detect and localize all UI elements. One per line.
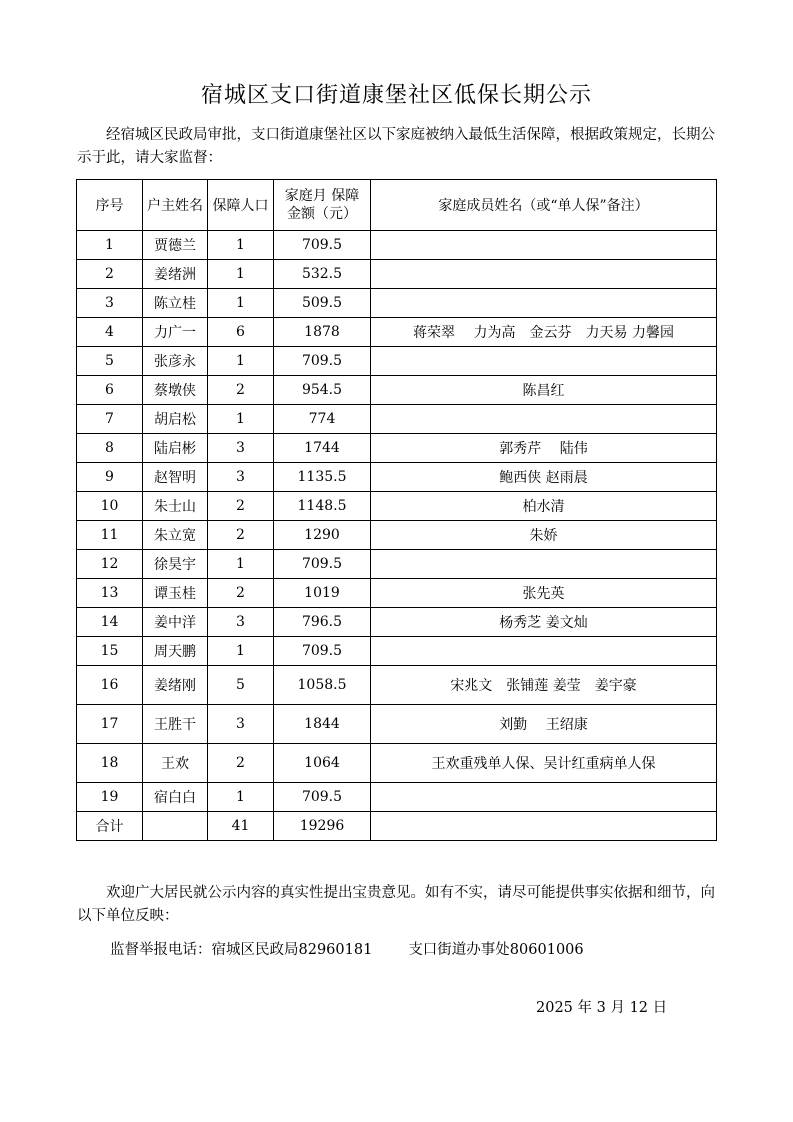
cell-name: 姜绪洲 — [143, 260, 208, 289]
cell-name: 蔡墩侠 — [143, 376, 208, 405]
table-row — [77, 260, 717, 289]
cell-members: 张先英 — [371, 579, 717, 608]
cell-seq: 5 — [77, 347, 143, 376]
cell-count: 2 — [208, 492, 274, 521]
cell-amount: 774 — [274, 405, 371, 434]
cell-amount: 1135.5 — [274, 463, 371, 492]
cell-name: 王欢 — [143, 744, 208, 783]
cell-name: 姜中洋 — [143, 608, 208, 637]
table-row — [77, 608, 717, 637]
cell-amount: 1290 — [274, 521, 371, 550]
cell-seq: 17 — [77, 705, 143, 744]
table-row — [77, 637, 717, 666]
contact-street-office: 支口街道办事处80601006 — [408, 942, 584, 958]
cell-members: 朱娇 — [371, 521, 717, 550]
intro-paragraph: 经宿城区民政局审批，支口街道康堡社区以下家庭被纳入最低生活保障，根据政策规定，长期公示于此，请大家监督： — [77, 127, 715, 166]
cell-seq: 16 — [77, 666, 143, 705]
table-row — [77, 463, 717, 492]
cell-amount: 709.5 — [274, 231, 371, 260]
cell-seq: 8 — [77, 434, 143, 463]
cell-name: 陈立桂 — [143, 289, 208, 318]
table-row — [77, 579, 717, 608]
cell-name: 贾德兰 — [143, 231, 208, 260]
table-row — [77, 492, 717, 521]
table-row — [77, 783, 717, 812]
cell-seq: 11 — [77, 521, 143, 550]
cell-amount: 532.5 — [274, 260, 371, 289]
cell-amount: 1064 — [274, 744, 371, 783]
cell-count: 3 — [208, 434, 274, 463]
cell-members: 蒋荣翠 力为高 金云芬 力天易 力馨园 — [371, 318, 717, 347]
cell-count: 1 — [208, 260, 274, 289]
cell-name: 朱士山 — [143, 492, 208, 521]
cell-count: 1 — [208, 405, 274, 434]
cell-count: 5 — [208, 666, 274, 705]
cell-amount: 1744 — [274, 434, 371, 463]
cell-members: 柏水清 — [371, 492, 717, 521]
cell-members: 杨秀芝 姜文灿 — [371, 608, 717, 637]
cell-name: 力广一 — [143, 318, 208, 347]
contact-label: 监督举报电话： — [110, 942, 212, 958]
cell-seq: 2 — [77, 260, 143, 289]
cell-amount: 954.5 — [274, 376, 371, 405]
header-amount — [274, 180, 371, 231]
table-row — [77, 376, 717, 405]
cell-name: 徐昊宇 — [143, 550, 208, 579]
cell-amount: 1148.5 — [274, 492, 371, 521]
cell-amount: 709.5 — [274, 550, 371, 579]
table-header-row — [77, 180, 717, 231]
header-name: 户主姓名 — [143, 180, 208, 231]
cell-count: 3 — [208, 608, 274, 637]
cell-name: 胡启松 — [143, 405, 208, 434]
cell-seq: 13 — [77, 579, 143, 608]
cell-seq: 1 — [77, 231, 143, 260]
page-title: 宿城区支口街道康堡社区低保长期公示 — [200, 83, 592, 108]
table-row — [77, 405, 717, 434]
cell-count: 6 — [208, 318, 274, 347]
contact-line — [110, 938, 584, 959]
cell-name: 王胜干 — [143, 705, 208, 744]
cell-name: 姜绪刚 — [143, 666, 208, 705]
cell-amount: 1019 — [274, 579, 371, 608]
cell-members — [371, 405, 717, 434]
cell-members: 鲍西侠 赵雨晨 — [371, 463, 717, 492]
cell-count: 3 — [208, 463, 274, 492]
header-members: 家庭成员姓名（或“单人保”备注） — [371, 180, 717, 231]
cell-count: 1 — [208, 347, 274, 376]
cell-members — [371, 289, 717, 318]
cell-members — [371, 231, 717, 260]
cell-name: 赵智明 — [143, 463, 208, 492]
cell-members — [371, 637, 717, 666]
cell-count: 1 — [208, 289, 274, 318]
table-row — [77, 521, 717, 550]
header-count: 保障人口 — [208, 180, 274, 231]
table-row — [77, 289, 717, 318]
cell-seq: 4 — [77, 318, 143, 347]
cell-name: 陆启彬 — [143, 434, 208, 463]
subsidy-table — [76, 179, 717, 841]
total-amount: 19296 — [274, 812, 371, 841]
cell-members — [371, 550, 717, 579]
cell-count: 1 — [208, 550, 274, 579]
cell-amount: 509.5 — [274, 289, 371, 318]
table-total-row — [77, 812, 717, 841]
cell-amount: 1844 — [274, 705, 371, 744]
header-amount-line2: 金额（元） — [287, 206, 357, 222]
cell-count: 1 — [208, 231, 274, 260]
cell-name: 朱立宽 — [143, 521, 208, 550]
cell-amount: 709.5 — [274, 783, 371, 812]
contact-civil-affairs: 宿城区民政局82960181 — [211, 942, 373, 958]
cell-count: 3 — [208, 705, 274, 744]
cell-amount: 709.5 — [274, 637, 371, 666]
cell-count: 2 — [208, 376, 274, 405]
cell-name: 宿白白 — [143, 783, 208, 812]
cell-seq: 12 — [77, 550, 143, 579]
table-row — [77, 434, 717, 463]
table-row — [77, 347, 717, 376]
total-label: 合计 — [77, 812, 143, 841]
cell-count: 2 — [208, 521, 274, 550]
publish-date: 2025 年 3 月 12 日 — [536, 1000, 668, 1016]
cell-count: 2 — [208, 744, 274, 783]
cell-count: 2 — [208, 579, 274, 608]
cell-members: 刘勤 王绍康 — [371, 705, 717, 744]
cell-members — [371, 260, 717, 289]
table-row — [77, 705, 717, 744]
cell-members: 陈昌红 — [371, 376, 717, 405]
header-amount-line1: 家庭月 保障 — [284, 188, 360, 204]
total-name — [143, 812, 208, 841]
feedback-paragraph: 欢迎广大居民就公示内容的真实性提出宝贵意见。如有不实，请尽可能提供事实依据和细节，向以下单位反映： — [77, 885, 715, 924]
table-row — [77, 318, 717, 347]
cell-seq: 18 — [77, 744, 143, 783]
cell-name: 周天鹏 — [143, 637, 208, 666]
table-row — [77, 666, 717, 705]
cell-seq: 3 — [77, 289, 143, 318]
table-row — [77, 550, 717, 579]
table-body — [77, 231, 717, 841]
cell-seq: 19 — [77, 783, 143, 812]
cell-amount: 1058.5 — [274, 666, 371, 705]
cell-count: 1 — [208, 783, 274, 812]
cell-members: 郭秀芹 陆伟 — [371, 434, 717, 463]
cell-members — [371, 347, 717, 376]
cell-name: 张彦永 — [143, 347, 208, 376]
cell-seq: 6 — [77, 376, 143, 405]
cell-seq: 10 — [77, 492, 143, 521]
total-members — [371, 812, 717, 841]
cell-members: 宋兆文 张铺莲 姜莹 姜宇豪 — [371, 666, 717, 705]
cell-seq: 7 — [77, 405, 143, 434]
cell-amount: 796.5 — [274, 608, 371, 637]
table-row — [77, 744, 717, 783]
header-seq: 序号 — [77, 180, 143, 231]
cell-name: 谭玉桂 — [143, 579, 208, 608]
cell-count: 1 — [208, 637, 274, 666]
cell-seq: 15 — [77, 637, 143, 666]
cell-members — [371, 783, 717, 812]
cell-seq: 9 — [77, 463, 143, 492]
total-count: 41 — [208, 812, 274, 841]
cell-amount: 1878 — [274, 318, 371, 347]
cell-amount: 709.5 — [274, 347, 371, 376]
cell-seq: 14 — [77, 608, 143, 637]
cell-members: 王欢重残单人保、吴计红重病单人保 — [371, 744, 717, 783]
table-row — [77, 231, 717, 260]
